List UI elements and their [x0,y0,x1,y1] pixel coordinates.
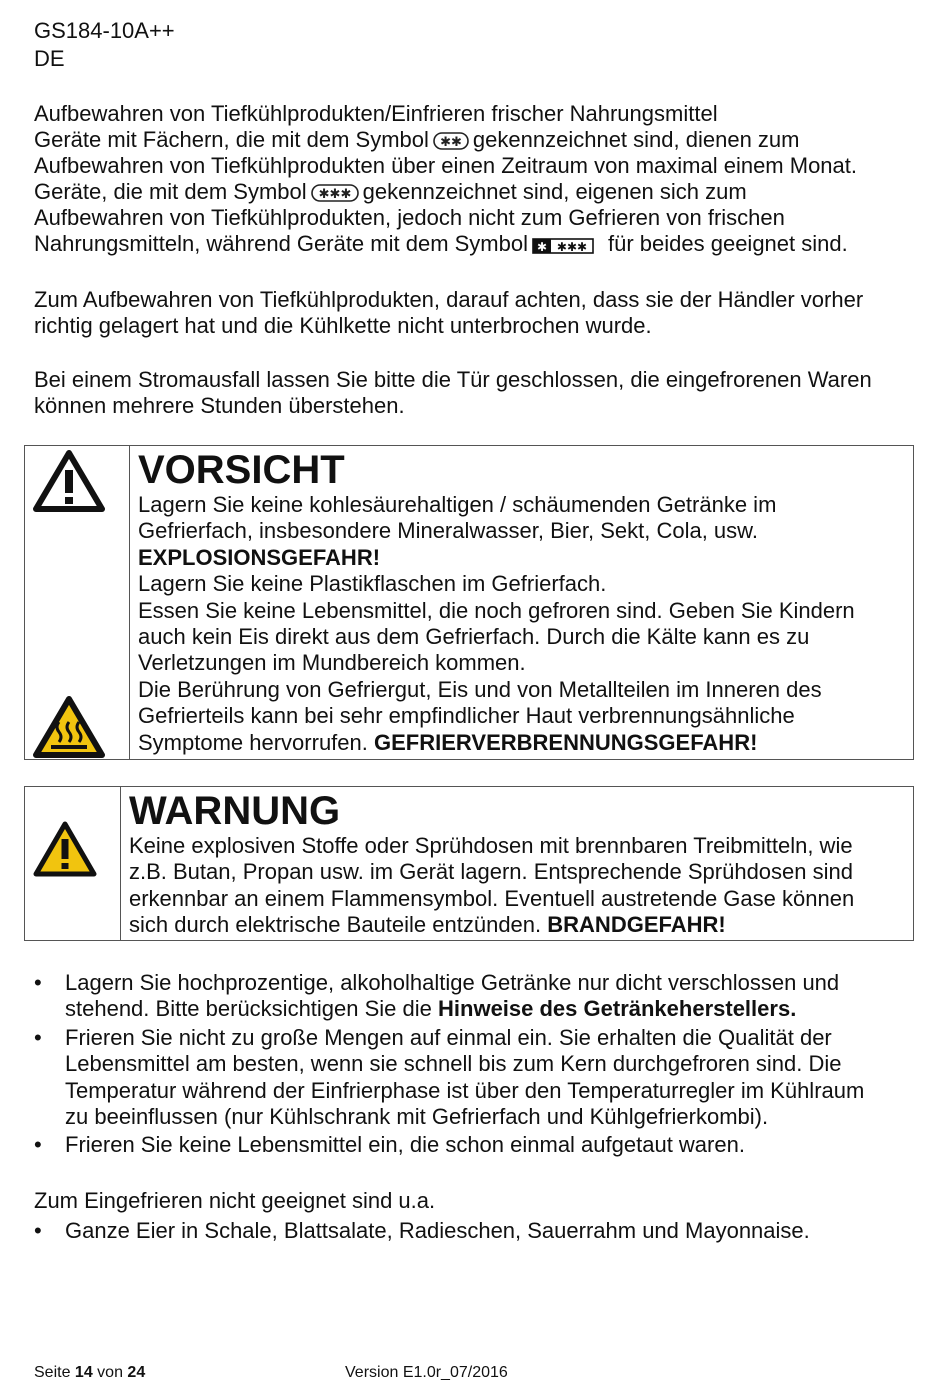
intro-line-6 [34,231,848,260]
warning-line-4-b: BRANDGEFAHR! [547,912,726,938]
intro-line-6-b: für beides geeignet sind. [608,231,848,256]
intro-line-4-a: Geräte, die mit dem Symbol [34,179,307,204]
warning-triangle-icon [33,450,105,518]
intro-line-2-a: Geräte mit Fächern, die mit dem Symbol [34,127,429,152]
svg-text:✱: ✱ [536,240,548,254]
intro-line-2-b: gekennzeichnet sind, dienen zum [472,127,800,152]
warning-line-1: Keine explosiven Stoffe oder Sprühdosen mit brennbaren Treibmitteln, wie [129,833,853,858]
bullet-2-line-1: Frieren Sie nicht zu große Mengen auf einmal ein. Sie erhalten die Qualität der [65,1025,832,1050]
para3-line-2: können mehrere Stunden überstehen. [34,393,405,418]
warning-content [129,789,854,939]
svg-text:✱✱✱: ✱✱✱ [556,240,588,254]
bullet-3-line-1: Frieren Sie keine Lebensmittel ein, die schon einmal aufgetaut waren. [65,1132,745,1157]
bullet-marker-2: • [34,1025,42,1050]
bullet-2-line-3: Temperatur während der Einfrierphase ist über den Temperaturregler im Kühlraum [65,1077,865,1103]
bullet-marker-4: • [34,1218,42,1243]
para2-line-2: richtig gelagert hat und die Kühlkette nicht unterbrochen wurde. [34,313,652,338]
unsuitable-item-text: Ganze Eier in Schale, Blattsalate, Radieschen, Sauerrahm und Mayonnaise. [65,1218,810,1243]
bullet-item-1 [65,970,839,1023]
caution-line-1: Lagern Sie keine kohlesäurehaltigen / schäumenden Getränke im [138,492,777,517]
warning-line-4 [129,912,854,938]
caution-line-6: auch kein Eis direkt aus dem Gefrierfach. Durch die Kälte kann es zu [138,624,810,650]
bullet-1-line-2 [65,996,839,1022]
svg-text:✱✱✱: ✱✱✱ [318,187,352,202]
bullet-item-3 [65,1132,745,1158]
caution-box [24,445,914,760]
caution-title: VORSICHT [138,448,345,492]
caution-line-3: EXPLOSIONSGEFAHR! [138,544,381,570]
bullet-1-line-1: Lagern Sie hochprozentige, alkoholhaltige Getränke nur dicht verschlossen und [65,970,840,995]
document-version: Version E1.0r_07/2016 [345,1364,508,1381]
intro-line-5: Aufbewahren von Tiefkühlprodukten, jedoch nicht zum Gefrieren von frischen [34,205,785,230]
caution-line-5: Essen Sie keine Lebensmittel, die noch gefroren sind. Geben Sie Kindern [138,597,855,623]
caution-icon-column [129,446,130,759]
caution-content [138,448,855,756]
caution-line-10 [138,730,855,756]
bullet-2-line-2: Lebensmittel am besten, wenn sie schnell bis zum Kern durchgefroren sind. Die [65,1051,842,1077]
yellow-warning-triangle-icon [33,821,97,883]
svg-text:✱✱: ✱✱ [440,135,462,150]
unsuitable-heading: Zum Eingefrieren nicht geeignet sind u.a. [34,1188,436,1213]
warning-title: WARNUNG [129,789,341,833]
intro-line-2 [34,127,799,156]
intro-line-6-a: Nahrungsmitteln, während Geräte mit dem Symbol [34,231,528,256]
bullet-2-line-4: zu beeinflussen (nur Kühlschrank mit Gefrierfach und Kühlgefrierkombi). [65,1104,769,1130]
intro-line-4-b: gekennzeichnet sind, eigenen sich zum [362,179,747,204]
intro-line-4 [34,179,747,208]
warning-line-3: erkennbar an einem Flammensymbol. Eventuell austretende Gase können [129,885,855,911]
caution-line-10-b: GEFRIERVERBRENNUNGSGEFAHR! [374,729,758,755]
page-indicator [34,1364,145,1382]
bullet-marker-1: • [34,970,42,995]
document-model: GS184-10A++ [34,18,175,43]
intro-line-3: Aufbewahren von Tiefkühlprodukten über einen Zeitraum von maximal einem Monat. [34,153,858,178]
warning-line-4-a: sich durch elektrische Bauteile entzünden. [129,912,542,938]
bullet-1-line-2-b: Hinweise des Getränkeherstellers. [438,996,797,1022]
bullet-1-line-2-a: stehend. Bitte berücksichtigen Sie die [65,996,432,1022]
caution-line-8: Die Berührung von Gefriergut, Eis und von Metallteilen im Inneren des [138,676,822,702]
bullet-item-2 [65,1025,864,1131]
document-language: DE [34,46,65,71]
page-number: 14 [74,1364,93,1381]
page-word: Seite [34,1364,71,1381]
warning-line-2: z.B. Butan, Propan usw. im Gerät lagern. Entsprechende Sprühdosen sind [129,859,853,885]
caution-line-2: Gefrierfach, insbesondere Mineralwasser, Bier, Sekt, Cola, usw. [138,518,758,544]
caution-line-4: Lagern Sie keine Plastikflaschen im Gefrierfach. [138,571,607,597]
of-word: von [97,1364,123,1381]
caution-line-7: Verletzungen im Mundbereich kommen. [138,650,526,676]
unsuitable-item [65,1218,810,1244]
cold-burn-hazard-icon [33,696,105,764]
para3-line-1: Bei einem Stromausfall lassen Sie bitte die Tür geschlossen, die eingefrorenen Waren [34,367,872,392]
bullet-marker-3: • [34,1132,42,1157]
caution-line-9: Gefrierteils kann bei sehr empfindlicher Haut verbrennungsähnliche [138,703,795,729]
warning-box [24,786,914,941]
intro-heading: Aufbewahren von Tiefkühlprodukten/Einfrieren frischer Nahrungsmittel [34,101,718,126]
four-star-freezer-icon [532,234,594,260]
caution-line-10-a: Symptome hervorrufen. [138,729,368,755]
para2-line-1: Zum Aufbewahren von Tiefkühlprodukten, darauf achten, dass sie der Händler vorher [34,287,864,312]
warning-icon-column [120,787,121,940]
page-total: 24 [127,1364,146,1381]
